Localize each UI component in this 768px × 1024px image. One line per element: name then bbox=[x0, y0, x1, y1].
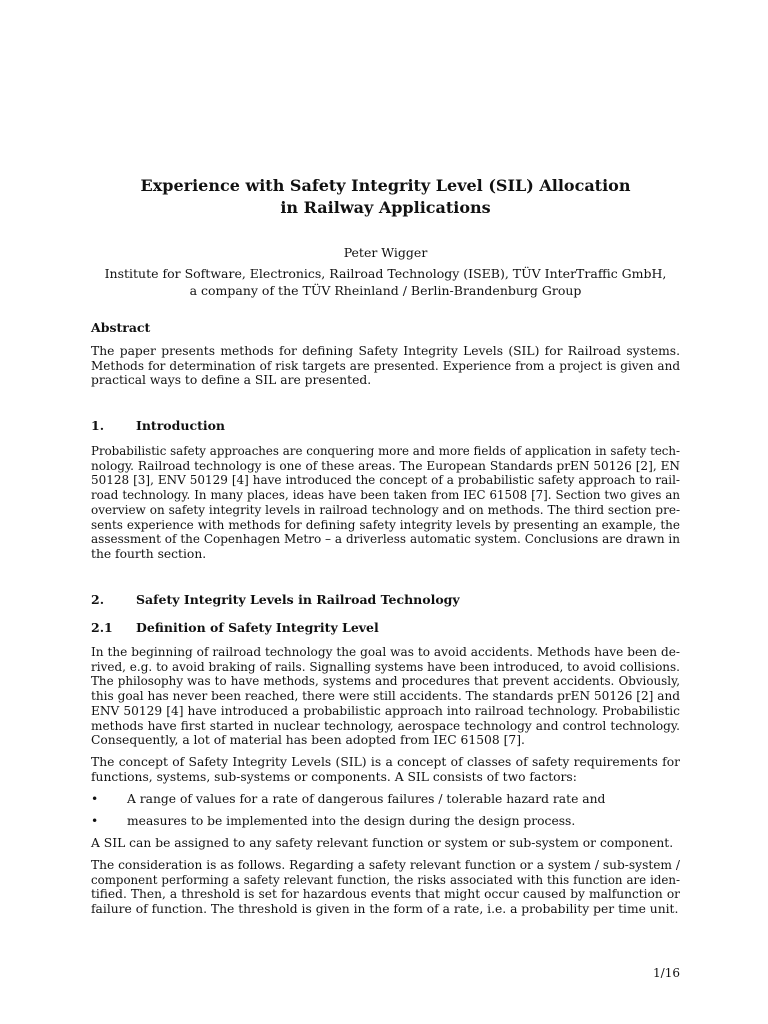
paragraph-line: The philosophy was to have methods, systems and procedures that prevent accidents. Obviously, bbox=[91, 674, 680, 689]
abstract-text bbox=[91, 344, 680, 388]
paragraph-line: this goal has never been reached, there were still accidents. The standards prEN 50126 [2] and bbox=[91, 689, 680, 704]
section-1-line: sents experience with methods for defining safety integrity levels by presenting an example, the bbox=[91, 517, 680, 532]
paper-title bbox=[91, 175, 680, 219]
paragraph-line: Consequently, a lot of material has been adopted from IEC 61508 [7]. bbox=[91, 733, 525, 748]
section-1-paragraph bbox=[91, 444, 680, 562]
author-affiliation bbox=[91, 266, 680, 299]
affiliation-line-1: Institute for Software, Electronics, Railroad Technology (ISEB), TÜV InterTraffic GmbH, bbox=[104, 266, 667, 281]
section-1-line: overview on safety integrity levels in railroad technology and on methods. The third section pre- bbox=[91, 502, 680, 517]
paragraph-line: The consideration is as follows. Regarding a safety relevant function or a system / sub-system / bbox=[91, 858, 680, 872]
abstract-line: The paper presents methods for defining Safety Integrity Levels (SIL) for Railroad systems. bbox=[91, 344, 680, 358]
abstract-line: Methods for determination of risk targets are presented. Experience from a project is given and bbox=[91, 358, 680, 373]
section-2-1-paragraph-2 bbox=[91, 755, 680, 784]
section-1-line: 50128 [3], ENV 50129 [4] have introduced the concept of a probabilistic safety approach to rail- bbox=[91, 473, 680, 488]
section-1-number: 1. bbox=[91, 418, 105, 433]
paragraph-line: ENV 50129 [4] have introduced a probabilistic approach into railroad technology. Probabilistic bbox=[91, 703, 680, 718]
section-2-title: Safety Integrity Levels in Railroad Technology bbox=[136, 592, 460, 607]
title-line-1: Experience with Safety Integrity Level (SIL) Allocation bbox=[140, 176, 631, 195]
section-2-1-number: 2.1 bbox=[91, 620, 113, 635]
section-2-heading bbox=[91, 592, 680, 608]
section-1-line: assessment of the Copenhagen Metro – a driverless automatic system. Conclusions are drawn in bbox=[91, 532, 680, 547]
section-1-line: nology. Railroad technology is one of these areas. The European Standards prEN 50126 [2], EN bbox=[91, 458, 680, 473]
paragraph-line: A SIL can be assigned to any safety relevant function or system or sub-system or component. bbox=[91, 836, 674, 850]
title-line-2: in Railway Applications bbox=[280, 198, 491, 217]
paragraph-line: rived, e.g. to avoid braking of rails. Signalling systems have been introduced, to avoid collisions. bbox=[91, 659, 680, 674]
bullet-symbol: • bbox=[91, 814, 99, 828]
paragraph-line: tified. Then, a threshold is set for hazardous events that might occur caused by malfunction or bbox=[91, 887, 680, 902]
bullet-symbol: • bbox=[91, 792, 99, 806]
section-2-1-paragraph-1 bbox=[91, 645, 680, 748]
section-1-line: the fourth section. bbox=[91, 546, 207, 561]
section-1-title: Introduction bbox=[136, 418, 226, 433]
paper-page bbox=[91, 0, 680, 1024]
section-2-number: 2. bbox=[91, 592, 105, 607]
paragraph-line: functions, systems, sub-systems or components. A SIL consists of two factors: bbox=[91, 769, 577, 784]
paragraph-line: methods have first started in nuclear technology, aerospace technology and control technology. bbox=[91, 718, 680, 733]
bullet-text: measures to be implemented into the design during the design process. bbox=[127, 814, 576, 828]
abstract-heading: Abstract bbox=[91, 320, 151, 335]
paragraph-line: In the beginning of railroad technology the goal was to avoid accidents. Methods have been de- bbox=[91, 645, 680, 659]
page-number: 1/16 bbox=[653, 966, 680, 980]
paragraph-line: failure of function. The threshold is given in the form of a rate, i.e. a probability per time unit. bbox=[91, 902, 679, 917]
paragraph-line: component performing a safety relevant function, the risks associated with this function are iden- bbox=[91, 872, 680, 887]
section-2-1-paragraph-3 bbox=[91, 836, 680, 851]
affiliation-line-2: a company of the TÜV Rheinland / Berlin-Brandenburg Group bbox=[189, 282, 582, 298]
abstract-line: practical ways to define a SIL are presented. bbox=[91, 373, 372, 388]
section-2-1-title: Definition of Safety Integrity Level bbox=[136, 620, 379, 635]
section-2-1-heading bbox=[91, 620, 680, 636]
bullet-text: A range of values for a rate of dangerous failures / tolerable hazard rate and bbox=[127, 792, 606, 806]
section-1-heading bbox=[91, 418, 680, 434]
author-name: Peter Wigger bbox=[343, 245, 428, 260]
section-2-1-paragraph-4 bbox=[91, 858, 680, 917]
bullet-item bbox=[91, 814, 680, 829]
paragraph-line: The concept of Safety Integrity Levels (SIL) is a concept of classes of safety requirements for bbox=[91, 755, 680, 769]
bullet-item bbox=[91, 792, 680, 807]
section-1-line: road technology. In many places, ideas have been taken from IEC 61508 [7]. Section two gives an bbox=[91, 488, 680, 503]
section-1-line: Probabilistic safety approaches are conquering more and more fields of application in safety tech- bbox=[91, 444, 680, 458]
